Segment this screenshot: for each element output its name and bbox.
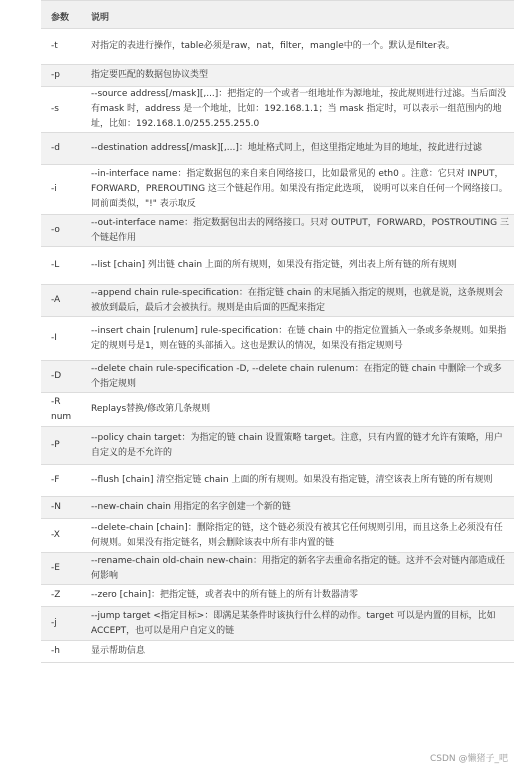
option-description: --jump target <指定目标>：即满足某条件时该执行什么样的动作。target 可以是内置的目标，比如 ACCEPT，也可以是用户自定义的链 xyxy=(81,607,514,641)
csdn-watermark: CSDN @懒猪子_吧 xyxy=(429,754,508,764)
option-description: 对指定的表进行操作，table必须是raw，nat，filter，mangle中的一个。默认是filter表。 xyxy=(81,29,514,65)
option-description: --new-chain chain 用指定的名字创建一个新的链 xyxy=(81,497,514,519)
table-row xyxy=(41,519,514,553)
table-row xyxy=(41,585,514,607)
option-flag: -F xyxy=(41,465,81,497)
option-description: --delete-chain [chain]：删除指定的链，这个链必须没有被其它任何规则引用，而且这条上必须没有任何规则。如果没有指定链名，则会删除该表中所有非内置的链 xyxy=(81,519,514,553)
option-flag: -E xyxy=(41,553,81,585)
option-description: --insert chain [rulenum] rule-specification：在链 chain 中的指定位置插入一条或多条规则。如果指定的规则号是1，则在链的头部插入。这也是默认的情况，如果没有指定规则号 xyxy=(81,317,514,361)
header-param: 参数 xyxy=(41,1,81,29)
table-row xyxy=(41,165,514,215)
option-flag: -Z xyxy=(41,585,81,607)
option-flag: -X xyxy=(41,519,81,553)
option-description: --out-interface name：指定数据包出去的网络接口。只对 OUTPUT，FORWARD，POSTROUTING 三个链起作用 xyxy=(81,215,514,247)
option-description: --list [chain] 列出链 chain 上面的所有规则，如果没有指定链，列出表上所有链的所有规则 xyxy=(81,247,514,285)
table-row xyxy=(41,641,514,663)
option-description: --in-interface name：指定数据包的来自来自网络接口，比如最常见的 eth0 。注意：它只对 INPUT，FORWARD，PREROUTING 这三个链起作用。如果没有指定此选项， 说明可以来自任何一个网络接口。同前面类似，"!" 表示取反 xyxy=(81,165,514,215)
option-flag: -d xyxy=(41,133,81,165)
option-description: 指定要匹配的数据包协议类型 xyxy=(81,65,514,87)
header-row xyxy=(41,1,514,29)
option-description: --flush [chain] 清空指定链 chain 上面的所有规则。如果没有指定链，清空该表上所有链的所有规则 xyxy=(81,465,514,497)
option-flag: -I xyxy=(41,317,81,361)
option-flag: -A xyxy=(41,285,81,317)
option-description: --append chain rule-specification：在指定链 chain 的末尾插入指定的规则，也就是说，这条规则会被放到最后，最后才会被执行。规则是由后面的匹配来指定 xyxy=(81,285,514,317)
option-flag: -P xyxy=(41,427,81,465)
option-description: --source address[/mask][,...]：把指定的一个或者一组地址作为源地址，按此规则进行过滤。当后面没有mask 时，address 是一个地址，比如：192.168.1.1；当 mask 指定时，可以表示一组范围内的地址，比如：192.168.1.0/255.255.255.0 xyxy=(81,87,514,133)
table-row xyxy=(41,285,514,317)
option-flag: -R num xyxy=(41,393,81,427)
table-row xyxy=(41,87,514,133)
option-description: --zero [chain]：把指定链，或者表中的所有链上的所有计数器清零 xyxy=(81,585,514,607)
option-flag: -t xyxy=(41,29,81,65)
table-row xyxy=(41,317,514,361)
table-row xyxy=(41,247,514,285)
table-row xyxy=(41,427,514,465)
table-body xyxy=(41,29,514,663)
option-flag: -h xyxy=(41,641,81,663)
option-flag: -N xyxy=(41,497,81,519)
option-description: 显示帮助信息 xyxy=(81,641,514,663)
table-row xyxy=(41,65,514,87)
table-row xyxy=(41,497,514,519)
option-flag: -D xyxy=(41,361,81,393)
option-description: --rename-chain old-chain new-chain：用指定的新名字去重命名指定的链。这并不会对链内部造成任何影响 xyxy=(81,553,514,585)
option-description: --destination address[/mask][,...]：地址格式同上，但这里指定地址为目的地址，按此进行过滤 xyxy=(81,133,514,165)
table-row xyxy=(41,133,514,165)
table-row xyxy=(41,215,514,247)
option-description: --delete chain rule-specification -D, --delete chain rulenum：在指定的链 chain 中删除一个或多个指定规则 xyxy=(81,361,514,393)
table-row xyxy=(41,553,514,585)
table-header xyxy=(41,1,514,29)
table-row xyxy=(41,393,514,427)
table-row xyxy=(41,361,514,393)
option-flag: -p xyxy=(41,65,81,87)
option-flag: -j xyxy=(41,607,81,641)
option-flag: -i xyxy=(41,165,81,215)
option-flag: -L xyxy=(41,247,81,285)
option-description: --policy chain target：为指定的链 chain 设置策略 target。注意，只有内置的链才允许有策略，用户自定义的是不允许的 xyxy=(81,427,514,465)
header-description: 说明 xyxy=(81,1,514,29)
table-row xyxy=(41,607,514,641)
option-flag: -s xyxy=(41,87,81,133)
iptables-options-table xyxy=(41,0,514,663)
table-row xyxy=(41,465,514,497)
table-row xyxy=(41,29,514,65)
option-description: Replays替换/修改第几条规则 xyxy=(81,393,514,427)
option-flag: -o xyxy=(41,215,81,247)
